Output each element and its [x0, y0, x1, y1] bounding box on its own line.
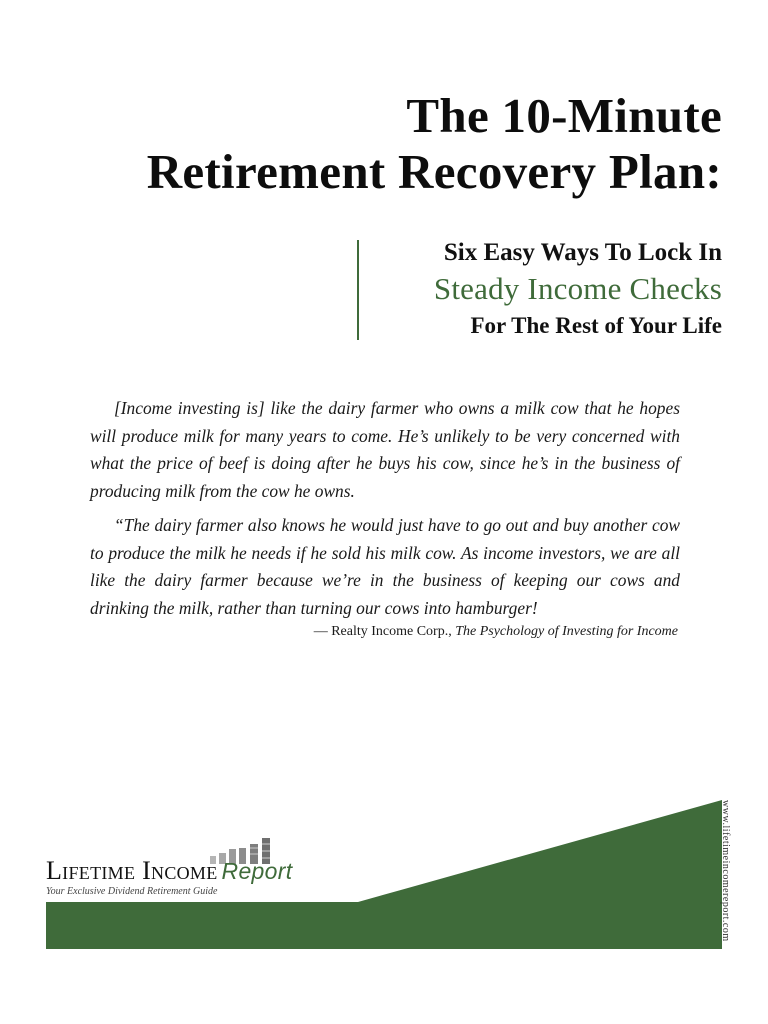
website-url: www.lifetimeincomereport.com: [720, 800, 731, 942]
brand-name: Lifetime Income: [46, 856, 218, 885]
title-line-1: The 10-Minute: [406, 88, 722, 143]
brand-report: Report: [221, 858, 293, 884]
quote-paragraph-2: “The dairy farmer also knows he would just have to go out and buy another cow to produce the milk he needs if he sold his milk cow. As income investors, we are all like the dairy farmer because we’re in the business of keeping our cows and drinking the milk, rather than turning our cows into hamburger!: [90, 515, 680, 618]
quote-paragraph-1: [Income investing is] like the dairy farmer who owns a milk cow that he hopes will produce milk for many years to come. He’s unlikely to be very concerned with what the price of beef is doing after he buys his cow, since he’s in the business of producing milk from the cow he owns.: [90, 398, 680, 501]
attribution-source: — Realty Income Corp.,: [313, 624, 452, 639]
subtitle-line-2: Steady Income Checks: [433, 271, 722, 306]
brand-tagline: Your Exclusive Dividend Retirement Guide: [46, 886, 218, 897]
attribution-work: The Psychology of Investing for Income: [455, 624, 678, 639]
subtitle-line-1: Six Easy Ways To Lock In: [443, 239, 722, 266]
title-line-2: Retirement Recovery Plan:: [146, 144, 722, 199]
subtitle-line-3: For The Rest of Your Life: [470, 313, 722, 338]
brand-logo: [46, 856, 292, 886]
